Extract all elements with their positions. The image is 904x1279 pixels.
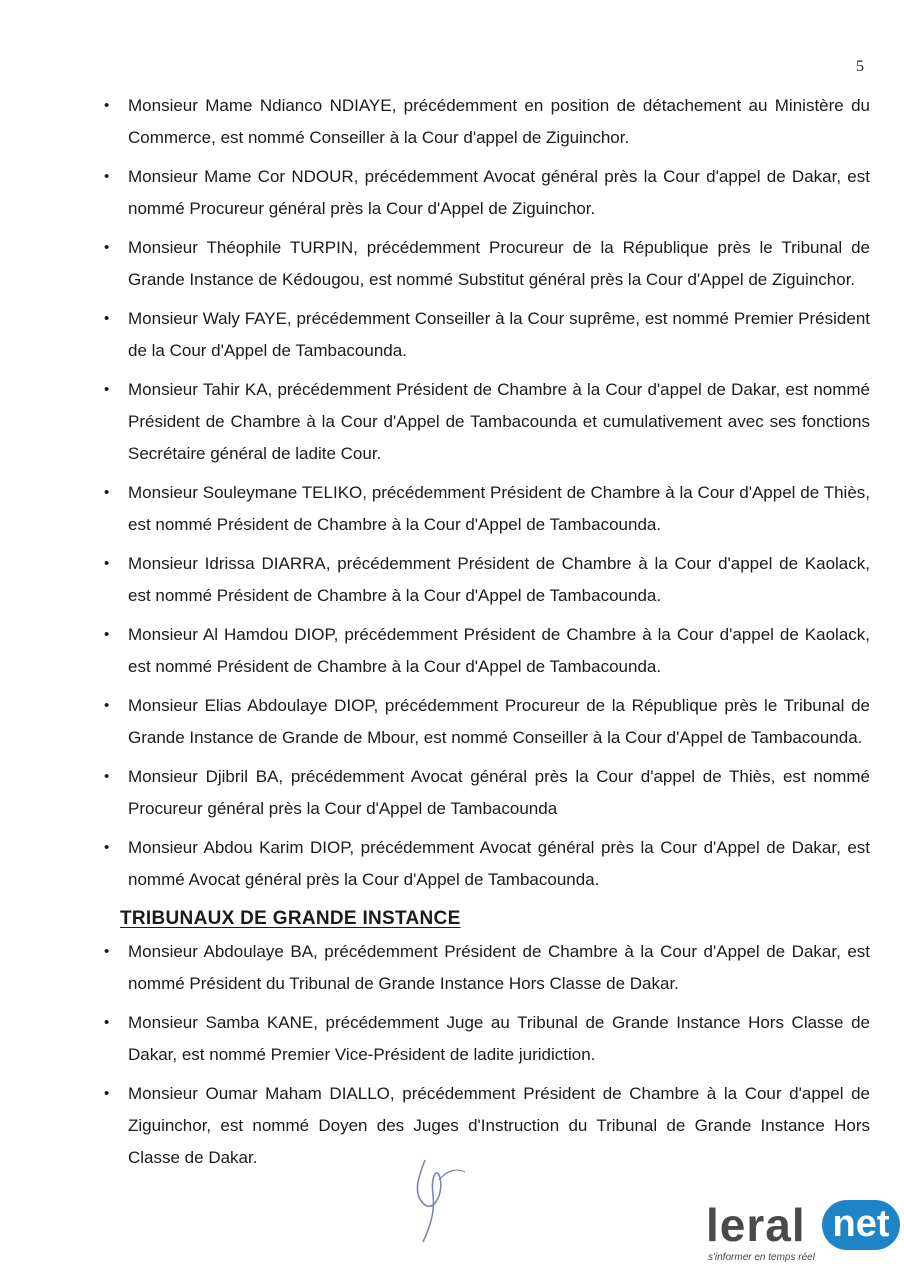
list-item-text: Monsieur Théophile TURPIN, précédemment Procureur de la République près le Tribunal de Grande Instance de Kédougou, est nommé Substitut général près la Cour d'Appel de Ziguinchor. xyxy=(128,238,870,289)
bullet-icon: • xyxy=(104,97,110,114)
list-item xyxy=(92,303,870,367)
bullet-icon: • xyxy=(104,239,110,256)
logo-tagline: s'informer en temps réel xyxy=(708,1252,815,1263)
list-item-text: Monsieur Abdoulaye BA, précédemment Président de Chambre à la Cour d'Appel de Dakar, est nommé Président du Tribunal de Grande Instance Hors Classe de Dakar. xyxy=(128,942,870,993)
list-item xyxy=(92,374,870,470)
bullet-icon: • xyxy=(104,168,110,185)
list-item-text: Monsieur Idrissa DIARRA, précédemment Président de Chambre à la Cour d'appel de Kaolack, est nommé Président de Chambre à la Cour d'Appel de Tambacounda. xyxy=(128,554,870,605)
bullet-icon: • xyxy=(104,768,110,785)
tribunal-appointments-list xyxy=(92,936,870,1174)
list-item-text: Monsieur Waly FAYE, précédemment Conseiller à la Cour suprême, est nommé Premier Président de la Cour d'Appel de Tambacounda. xyxy=(128,309,870,360)
list-item-text: Monsieur Abdou Karim DIOP, précédemment Avocat général près la Cour d'Appel de Dakar, est nommé Avocat général près la Cour d'Appel de Tambacounda. xyxy=(128,838,870,889)
list-item-text: Monsieur Tahir KA, précédemment Président de Chambre à la Cour d'appel de Dakar, est nommé Président de Chambre à la Cour d'Appel de Tambacounda et cumulativement avec ses fonctions Secrétaire général de ladite Cour. xyxy=(128,380,870,463)
bullet-icon: • xyxy=(104,310,110,327)
list-item xyxy=(92,548,870,612)
list-item-text: Monsieur Elias Abdoulaye DIOP, précédemment Procureur de la République près le Tribunal de Grande Instance de Grande de Mbour, est nommé Conseiller à la Cour d'Appel de Tambacounda. xyxy=(128,696,870,747)
bullet-icon: • xyxy=(104,1085,110,1102)
list-item xyxy=(92,936,870,1000)
list-item xyxy=(92,1078,870,1174)
document-body xyxy=(92,90,870,1181)
leral-net-logo xyxy=(700,1196,900,1270)
list-item-text: Monsieur Al Hamdou DIOP, précédemment Président de Chambre à la Cour d'appel de Kaolack, est nommé Président de Chambre à la Cour d'Appel de Tambacounda. xyxy=(128,625,870,676)
page-number: 5 xyxy=(856,58,864,75)
list-item xyxy=(92,832,870,896)
list-item-text: Monsieur Djibril BA, précédemment Avocat général près la Cour d'appel de Thiès, est nommé Procureur général près la Cour d'Appel de Tambacounda xyxy=(128,767,870,818)
signature-mark xyxy=(395,1150,475,1250)
list-item xyxy=(92,1007,870,1071)
list-item xyxy=(92,619,870,683)
list-item xyxy=(92,232,870,296)
list-item xyxy=(92,161,870,225)
appointments-list xyxy=(92,90,870,896)
bullet-icon: • xyxy=(104,484,110,501)
list-item xyxy=(92,477,870,541)
bullet-icon: • xyxy=(104,1014,110,1031)
list-item xyxy=(92,761,870,825)
bullet-icon: • xyxy=(104,943,110,960)
bullet-icon: • xyxy=(104,555,110,572)
bullet-icon: • xyxy=(104,697,110,714)
list-item-text: Monsieur Mame Cor NDOUR, précédemment Avocat général près la Cour d'appel de Dakar, est nommé Procureur général près la Cour d'Appel de Ziguinchor. xyxy=(128,167,870,218)
list-item-text: Monsieur Oumar Maham DIALLO, précédemment Président de Chambre à la Cour d'appel de Ziguinchor, est nommé Doyen des Juges d'Instruction du Tribunal de Grande Instance Hors Classe de Dakar. xyxy=(128,1084,870,1167)
list-item xyxy=(92,90,870,154)
list-item-text: Monsieur Souleymane TELIKO, précédemment Président de Chambre à la Cour d'Appel de Thiès, est nommé Président de Chambre à la Cour d'Appel de Tambacounda. xyxy=(128,483,870,534)
bullet-icon: • xyxy=(104,839,110,856)
list-item-text: Monsieur Samba KANE, précédemment Juge au Tribunal de Grande Instance Hors Classe de Dakar, est nommé Premier Vice-Président de ladite juridiction. xyxy=(128,1013,870,1064)
list-item xyxy=(92,690,870,754)
logo-wordmark: leral xyxy=(706,1199,806,1251)
list-item-text: Monsieur Mame Ndianco NDIAYE, précédemment en position de détachement au Ministère du Commerce, est nommé Conseiller à la Cour d'appel de Ziguinchor. xyxy=(128,96,870,147)
logo-badge: net xyxy=(822,1200,900,1250)
bullet-icon: • xyxy=(104,381,110,398)
section-heading: TRIBUNAUX DE GRANDE INSTANCE xyxy=(120,908,461,929)
bullet-icon: • xyxy=(104,626,110,643)
